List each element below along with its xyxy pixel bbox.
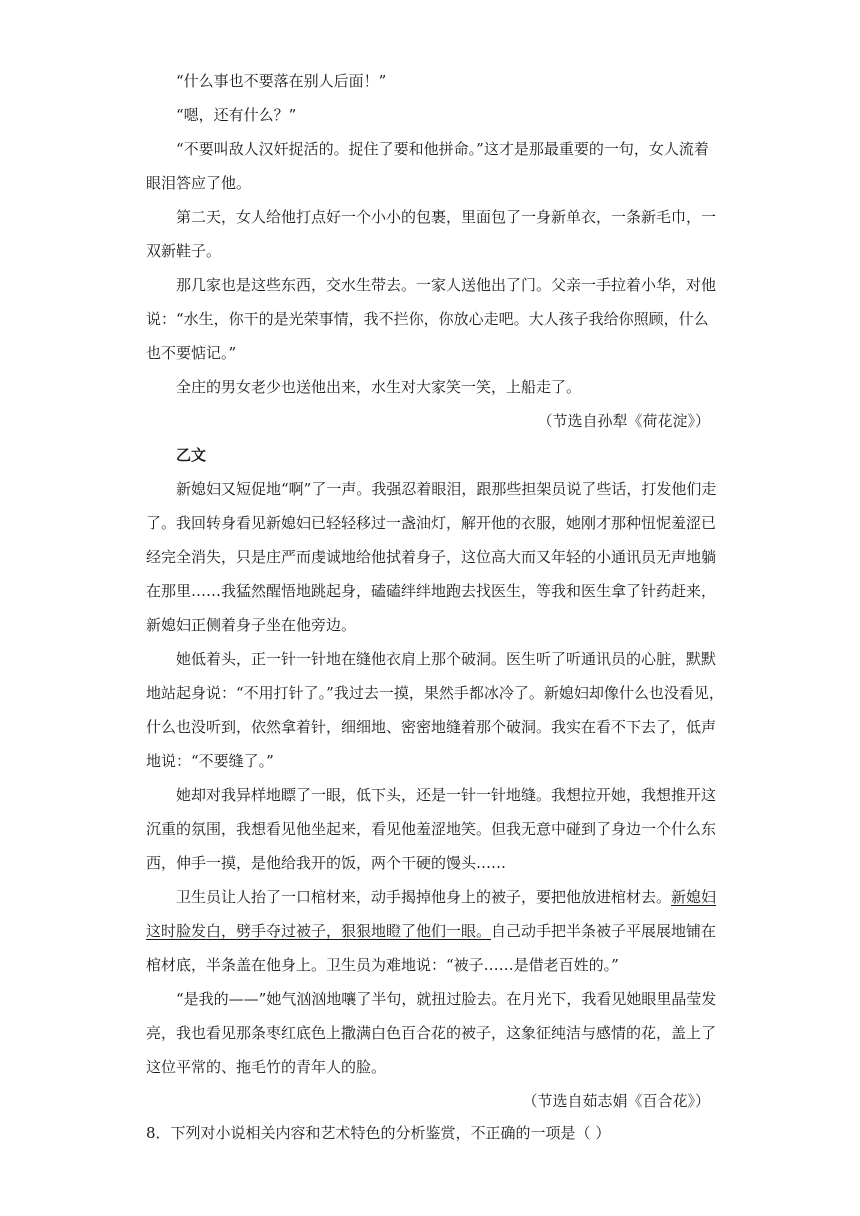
text-line <box>146 880 717 914</box>
text-line: 这位平常的、拖毛竹的青年人的脸。 <box>146 1058 387 1076</box>
text-line: 眼泪答应了他。 <box>146 174 252 192</box>
text-line: 在那里……我猛然醒悟地跳起身，磕磕绊绊地跑去找医生，等我和医生拿了针药赶来， <box>146 582 717 600</box>
source-citation: （节选自孙犁《荷花淀》） <box>537 412 710 430</box>
text-line: 那几家也是这些东西，交水生带去。一家人送他出了门。父亲一手拉着小华，对他 <box>176 276 717 294</box>
text-line: 经完全消失，只是庄严而虔诚地给他拭着身子，这位高大而又年轻的小通讯员无声地躺 <box>146 548 717 566</box>
text-line: “不要叫敌人汉奸捉活的。捉住了要和他拼命。”这才是那最重要的一句，女人流着 <box>176 140 709 158</box>
text-line: 了。我回转身看见新媳妇已轻轻移过一盏油灯，解开他的衣服，她刚才那种忸怩羞涩已 <box>146 514 717 532</box>
text-line: “什么事也不要落在别人后面！” <box>176 72 387 90</box>
text-line: 双新鞋子。 <box>146 242 222 260</box>
text-line: 地说：“不要缝了。” <box>146 752 274 770</box>
document-body <box>146 64 724 1118</box>
text-line: “是我的——”她气汹汹地嚷了半句，就扭过脸去。在月光下，我看见她眼里晶莹发 <box>176 990 717 1008</box>
text-line: 新媳妇又短促地“啊”了一声。我强忍着眼泪，跟那些担架员说了些话，打发他们走 <box>176 480 717 498</box>
text-line: 第二天，女人给他打点好一个小小的包裹，里面包了一身新单衣，一条新毛巾，一 <box>176 208 717 226</box>
underlined-text: 新媳妇 <box>671 888 717 906</box>
text-line: 全庄的男女老少也送他出来，水生对大家笑一笑，上船走了。 <box>176 378 582 396</box>
text-line: “嗯，还有什么？” <box>176 106 297 124</box>
text-line: 棺材底，半条盖在他身上。卫生员为难地说：“被子……是借老百姓的。” <box>146 956 619 974</box>
text-line: 说：“水生，你干的是光荣事情，我不拦你，你放心走吧。大人孩子我给你照顾，什么 <box>146 310 709 328</box>
text-line: 也不要惦记。” <box>146 344 237 362</box>
text-line: 亮，我也看见那条枣红底色上撒满白色百合花的被子，这象征纯洁与感情的花，盖上了 <box>146 1024 717 1042</box>
text-line: 西，伸手一摸，是他给我开的饭，两个干硬的馒头…… <box>146 854 507 872</box>
text-line: 她低着头，正一针一针地在缝他衣肩上那个破洞。医生听了听通讯员的心脏，默默 <box>176 650 717 668</box>
text-span: 自己动手把半条被子平展展地铺在 <box>491 922 717 940</box>
section-heading: 乙文 <box>176 446 207 464</box>
text-line: 沉重的氛围，我想看见他坐起来，看见他羞涩地笑。但我无意中碰到了身边一个什么东 <box>146 820 717 838</box>
underlined-text: 这时脸发白，劈手夺过被子，狠狠地瞪了他们一眼。 <box>146 922 492 940</box>
text-span: 卫生员让人抬了一口棺材来，动手揭掉他身上的被子，要把他放进棺材去。 <box>176 888 672 906</box>
text-line: 什么也没听到，依然拿着针，细细地、密密地缝着那个破洞。我实在看不下去了，低声 <box>146 718 717 736</box>
text-line: 新媳妇正侧着身子坐在他旁边。 <box>146 616 357 634</box>
text-line <box>146 914 717 948</box>
text-line: 地站起身说：“不用打针了。”我过去一摸，果然手都冰冷了。新媳妇却像什么也没看见， <box>146 684 724 702</box>
source-citation: （节选自茹志娟《百合花》） <box>522 1092 710 1110</box>
question-stem: 8．下列对小说相关内容和艺术特色的分析鉴赏，不正确的一项是（ ） <box>146 1124 611 1142</box>
text-line: 她却对我异样地瞟了一眼，低下头，还是一针一针地缝。我想拉开她，我想推开这 <box>176 786 717 804</box>
